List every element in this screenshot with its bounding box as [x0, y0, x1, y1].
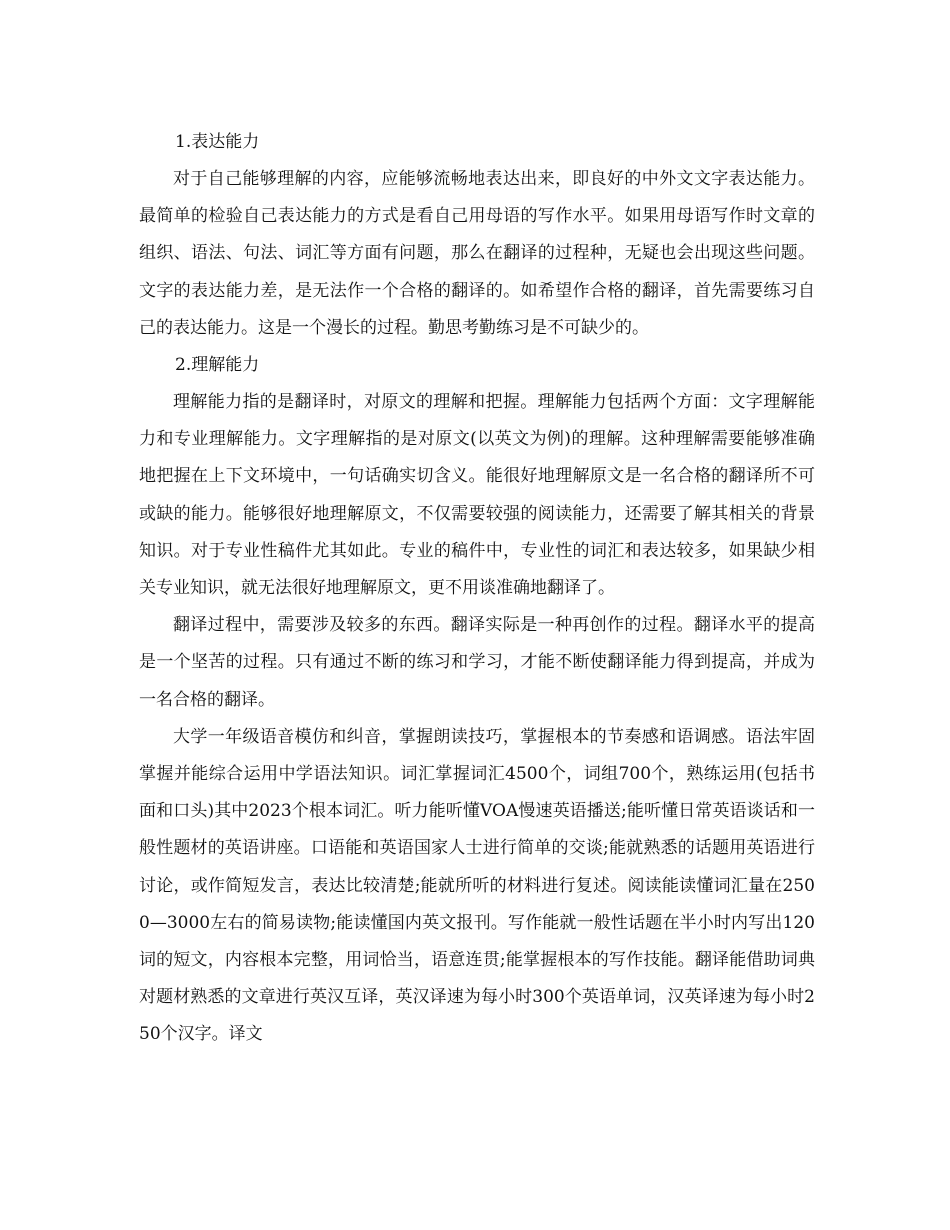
paragraph-expression-ability: 对于自己能够理解的内容，应能够流畅地表达出来，即良好的中外文文字表达能力。最简单的检验自己表达能力的方式是看自己用母语的写作水平。如果用母语写作时文章的组织、语法、句法、词汇等方面有问题，那么在翻译的过程种，无疑也会出现这些问题。文字的表达能力差，是无法作一个合格的翻译的。如希望作合格的翻译，首先需要练习自己的表达能力。这是一个漫长的过程。勤思考勤练习是不可缺少的。 [139, 169, 815, 338]
paragraph-comprehension-ability: 理解能力指的是翻译时，对原文的理解和把握。理解能力包括两个方面：文字理解能力和专业理解能力。文字理解指的是对原文(以英文为例)的理解。这种理解需要能够准确地把握在上下文环境中，一句话确实切含义。能很好地理解原文是一名合格的翻译所不可或缺的能力。能够很好地理解原文，不仅需要较强的阅读能力，还需要了解其相关的背景知识。对于专业性稿件尤其如此。专业的稿件中，专业性的词汇和表达较多，如果缺少相关专业知识，就无法很好地理解原文，更不用谈准确地翻译了。 [139, 392, 815, 599]
section-heading-comprehension: 2.理解能力 [175, 355, 260, 376]
paragraph-translation-process: 翻译过程中，需要涉及较多的东西。翻译实际是一种再创作的过程。翻译水平的提高是一个坚苦的过程。只有通过不断的练习和学习，才能不断使翻译能力得到提高，并成为一名合格的翻译。 [139, 615, 815, 710]
section-heading-expression: 1.表达能力 [175, 132, 260, 152]
document-body [139, 124, 815, 1054]
paragraph-first-year-requirements: 大学一年级语音模仿和纠音，掌握朗读技巧，掌握根本的节奏感和语调感。语法牢固掌握并能综合运用中学语法知识。词汇掌握词汇4500个，词组700个，熟练运用(包括书面和口头)其中2023个根本词汇。听力能听懂VOA慢速英语播送;能听懂日常英语谈话和一般性题材的英语讲座。口语能和英语国家人士进行简单的交谈;能就熟悉的话题用英语进行讨论，或作简短发言，表达比较清楚;能就所听的材料进行复述。阅读能读懂词汇量在2500—3000左右的简易读物;能读懂国内英文报刊。写作能就一般性话题在半小时内写出120词的短文，内容根本完整，用词恰当，语意连贯;能掌握根本的写作技能。翻译能借助词典对题材熟悉的文章进行英汉互译，英汉译速为每小时300个英语单词，汉英译速为每小时250个汉字。译文 [139, 726, 815, 1045]
